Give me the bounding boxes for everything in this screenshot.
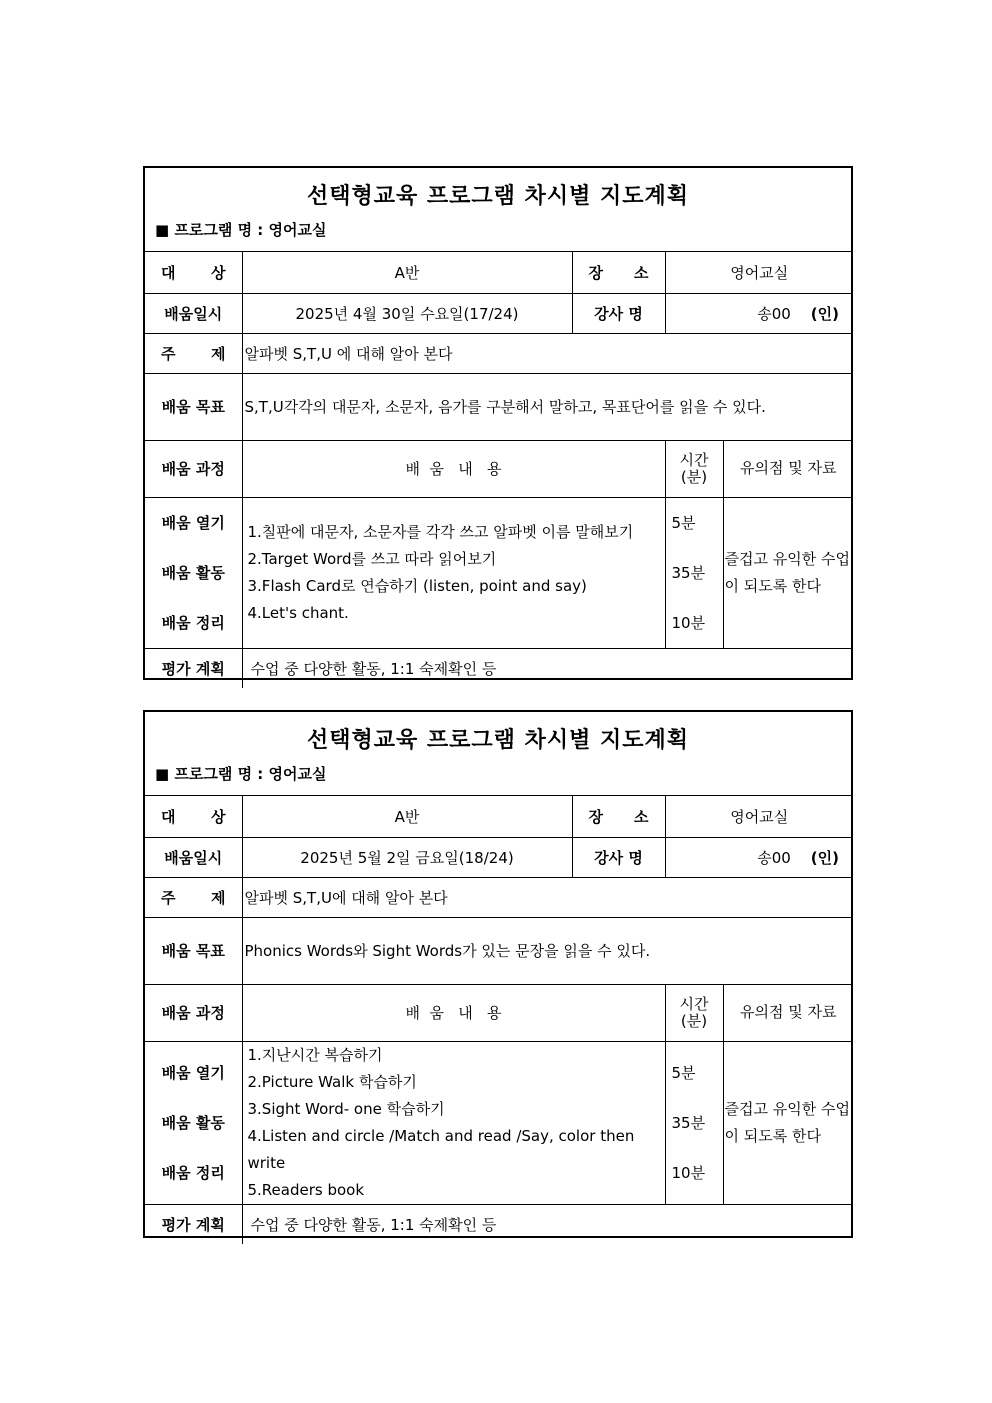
content-item: 5.Readers book [247, 1180, 365, 1199]
process-label: 배움 과정 [145, 984, 242, 1041]
seal-mark: (인) [810, 304, 839, 323]
teacher-label: 강사 명 [572, 837, 665, 877]
eval-value: 수업 중 다양한 활동, 1:1 숙제확인 등 [242, 648, 853, 688]
eval-label: 평가 계획 [145, 648, 242, 688]
time-header: 시간 (분) [665, 984, 723, 1041]
topic-value: 알파벳 S,T,U에 대해 알아 본다 [242, 877, 853, 917]
plan-table [145, 252, 853, 688]
seal-mark: (인) [810, 848, 839, 867]
eval-label: 평가 계획 [145, 1204, 242, 1244]
topic-label: 주 제 [145, 333, 242, 373]
eval-value: 수업 중 다양한 활동, 1:1 숙제확인 등 [242, 1204, 853, 1244]
time-activity: 35분 [671, 563, 706, 582]
date-value: 2025년 5월 2일 금요일(18/24) [242, 837, 572, 877]
content-item: 4.Listen and circle /Match and read /Say, color then write [247, 1126, 635, 1172]
teacher-label: 강사 명 [572, 293, 665, 333]
time-activity: 35분 [671, 1113, 706, 1132]
stage-close: 배움 정리 [161, 613, 225, 632]
stage-close: 배움 정리 [161, 1163, 225, 1182]
content-item: 2.Target Word를 쓰고 따라 읽어보기 [247, 549, 497, 568]
teacher-value: 송00 (인) [665, 293, 853, 333]
goal-label: 배움 목표 [145, 373, 242, 440]
content-item: 3.Flash Card로 연습하기 (listen, point and say) [247, 576, 587, 595]
content-item: 3.Sight Word- one 학습하기 [247, 1099, 445, 1118]
goal-label: 배움 목표 [145, 917, 242, 984]
process-label: 배움 과정 [145, 440, 242, 497]
time-close: 10분 [671, 613, 706, 632]
teacher-value: 송00 (인) [665, 837, 853, 877]
stage-activity: 배움 활동 [161, 1113, 225, 1132]
content-item: 1.지난시간 복습하기 [247, 1045, 383, 1064]
time-header: 시간 (분) [665, 440, 723, 497]
goal-value: Phonics Words와 Sight Words가 있는 문장을 읽을 수 있다. [242, 917, 853, 984]
note-text: 즐겁고 유익한 수업이 되도록 한다 [723, 497, 853, 648]
date-label: 배움일시 [145, 293, 242, 333]
target-value: A반 [242, 796, 572, 837]
target-label: 대 상 [145, 252, 242, 293]
note-header: 유의점 및 자료 [723, 984, 853, 1041]
content-item: 1.칠판에 대문자, 소문자를 각각 쓰고 알파벳 이름 말해보기 [247, 522, 634, 541]
content-header: 배 움 내 용 [242, 440, 665, 497]
stage-column [145, 497, 242, 648]
place-label: 장 소 [572, 796, 665, 837]
note-text: 즐겁고 유익한 수업이 되도록 한다 [723, 1041, 853, 1204]
plan-table [145, 796, 853, 1244]
time-column [665, 1041, 723, 1204]
stage-activity: 배움 활동 [161, 563, 225, 582]
time-open: 5분 [671, 513, 696, 532]
time-close: 10분 [671, 1163, 706, 1182]
program-name: ■ 프로그램 명 : 영어교실 [155, 221, 327, 239]
topic-value: 알파벳 S,T,U 에 대해 알아 본다 [242, 333, 853, 373]
stage-open: 배움 열기 [161, 513, 225, 532]
place-value: 영어교실 [665, 252, 853, 293]
target-label: 대 상 [145, 796, 242, 837]
content-header: 배 움 내 용 [242, 984, 665, 1041]
date-label: 배움일시 [145, 837, 242, 877]
plan-title: 선택형교육 프로그램 차시별 지도계획 [306, 183, 689, 209]
place-label: 장 소 [572, 252, 665, 293]
lesson-plan-2 [143, 710, 853, 1238]
goal-value: S,T,U각각의 대문자, 소문자, 음가를 구분해서 말하고, 목표단어를 읽을 수 있다. [242, 373, 853, 440]
place-value: 영어교실 [665, 796, 853, 837]
topic-label: 주 제 [145, 877, 242, 917]
stage-column [145, 1041, 242, 1204]
date-value: 2025년 4월 30일 수요일(17/24) [242, 293, 572, 333]
program-name: ■ 프로그램 명 : 영어교실 [155, 765, 327, 783]
plan-header [145, 168, 851, 252]
content-list [242, 1041, 665, 1204]
target-value: A반 [242, 252, 572, 293]
time-open: 5분 [671, 1063, 696, 1082]
content-item: 2.Picture Walk 학습하기 [247, 1072, 417, 1091]
lesson-plan-1 [143, 166, 853, 680]
note-header: 유의점 및 자료 [723, 440, 853, 497]
stage-open: 배움 열기 [161, 1063, 225, 1082]
plan-header [145, 712, 851, 796]
content-item: 4.Let's chant. [247, 603, 349, 622]
time-column [665, 497, 723, 648]
content-list [242, 497, 665, 648]
plan-title: 선택형교육 프로그램 차시별 지도계획 [306, 727, 689, 753]
